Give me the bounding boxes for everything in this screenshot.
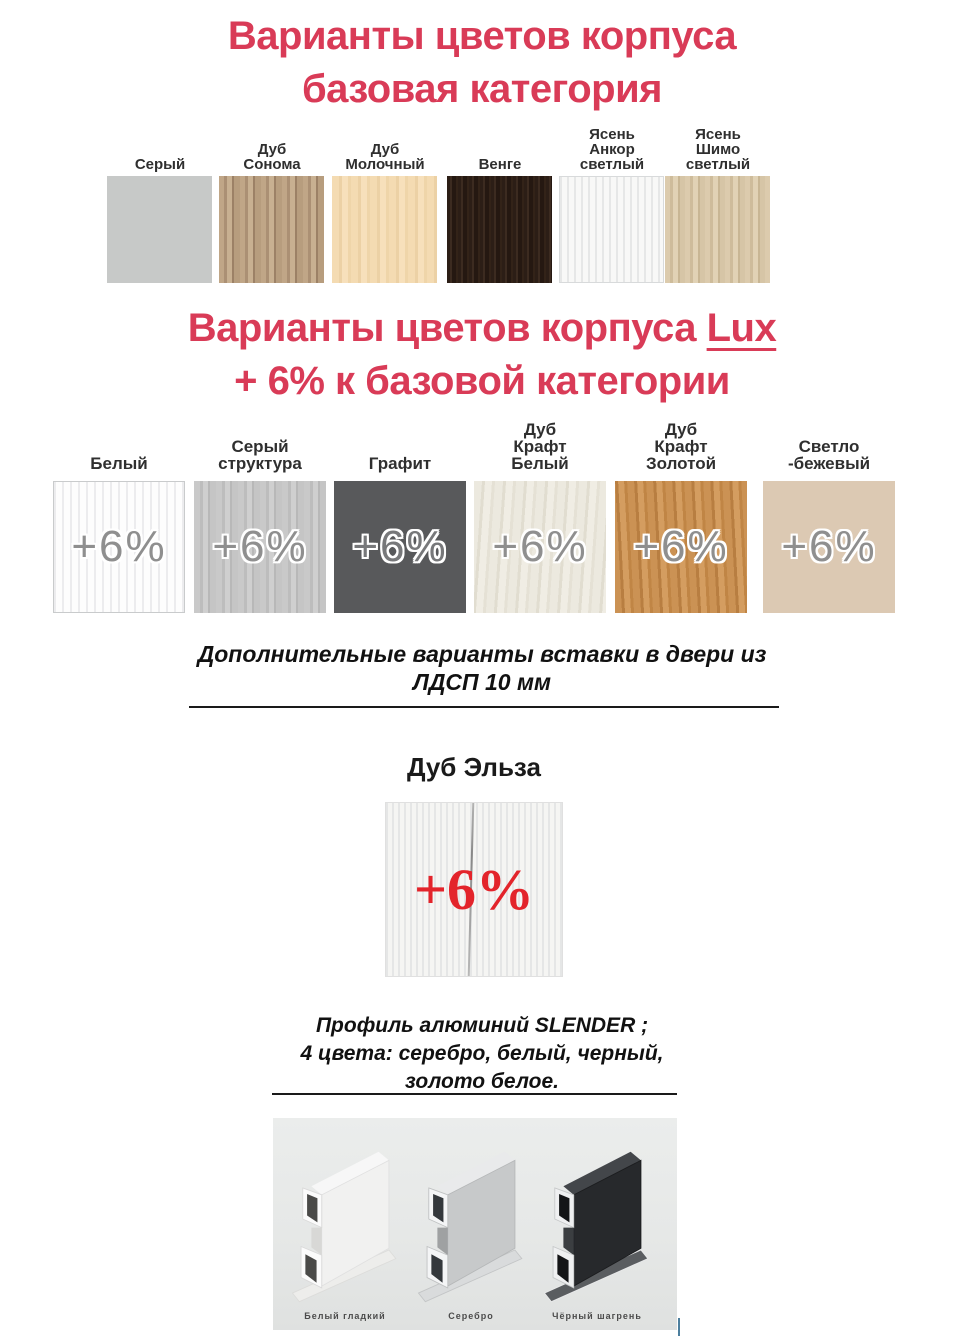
lux-title-line1: Варианты цветов корпуса Lux <box>187 306 777 350</box>
surcharge-badge: +6% <box>781 522 877 571</box>
profile-black-label: Чёрный шагрень <box>552 1311 642 1321</box>
swatch-dub-molochny <box>332 176 437 283</box>
dub-elza-title: Дуб Эльза <box>407 752 541 782</box>
profile-heading <box>0 1012 964 1096</box>
lux-title-line2: + 6% к базовой категории <box>234 359 730 403</box>
aluminium-profile-icon <box>415 1132 527 1318</box>
insert-divider <box>189 706 779 708</box>
label-grafit: Графит <box>368 454 432 473</box>
swatch-dub-elza <box>385 802 563 977</box>
lux-word: Lux <box>706 306 777 350</box>
surcharge-badge: +6% <box>492 522 588 571</box>
page-edge-line <box>678 1318 680 1336</box>
swatch-dub-sonoma <box>219 176 324 283</box>
surcharge-badge: +6% <box>71 522 167 571</box>
profile-heading-line1: Профиль алюминий SLENDER ; <box>315 1014 649 1037</box>
label-dub-molochny: Дуб Молочный <box>345 141 425 173</box>
label-svetlo-bezhevy: Светло -бежевый <box>787 437 871 473</box>
aluminium-profile-icon <box>541 1132 653 1318</box>
swatch-yasen-ankor <box>559 176 664 283</box>
profile-divider <box>272 1093 677 1095</box>
swatch-sery-struktura <box>194 481 326 613</box>
profile-silver-label: Серебро <box>448 1311 494 1321</box>
lux-title <box>0 302 964 408</box>
swatch-svetlo-bezhevy <box>763 481 895 613</box>
profile-silver-icon <box>415 1132 527 1318</box>
base-title-line1: Варианты цветов корпуса <box>227 14 737 58</box>
label-yasen-shimo: Ясень Шимо светлый <box>685 126 751 173</box>
label-dub-sonoma: Дуб Сонома <box>243 141 301 173</box>
label-dub-kraft-bely: Дуб Крафт Белый <box>511 420 569 473</box>
base-title-line2: базовая категория <box>301 67 663 111</box>
surcharge-badge: +6% <box>352 522 448 571</box>
surcharge-badge: +6% <box>633 522 729 571</box>
label-sery-struktura: Серый структура <box>218 437 302 473</box>
insert-heading-line2: ЛДСП 10 мм <box>413 669 551 695</box>
label-bely: Белый <box>90 454 148 473</box>
surcharge-badge-red: +6% <box>413 857 535 922</box>
swatch-venge <box>447 176 552 283</box>
profile-heading-line3: золото белое. <box>404 1070 559 1093</box>
insert-heading-line1: Дополнительные варианты вставки в двери из <box>197 641 767 667</box>
swatch-bely <box>53 481 185 613</box>
profile-white-icon <box>289 1132 401 1318</box>
insert-heading <box>0 640 964 696</box>
swatch-dub-kraft-zolotoy <box>615 481 747 613</box>
aluminium-profile-icon <box>289 1132 401 1318</box>
swatch-grafit <box>334 481 466 613</box>
profile-photo <box>273 1118 677 1330</box>
label-venge: Венге <box>478 156 522 173</box>
swatch-gray <box>107 176 212 283</box>
profile-heading-line2: 4 цвета: серебро, белый, черный, <box>300 1042 664 1065</box>
base-title <box>0 10 964 116</box>
surcharge-badge: +6% <box>212 522 308 571</box>
label-yasen-ankor: Ясень Анкор светлый <box>579 126 645 173</box>
label-gray: Серый <box>134 156 186 173</box>
label-dub-kraft-zolotoy: Дуб Крафт Золотой <box>645 420 717 473</box>
swatch-yasen-shimo <box>665 176 770 283</box>
swatch-dub-kraft-bely <box>474 481 606 613</box>
profile-white-label: Белый гладкий <box>304 1311 386 1321</box>
profile-black-icon <box>541 1132 653 1318</box>
